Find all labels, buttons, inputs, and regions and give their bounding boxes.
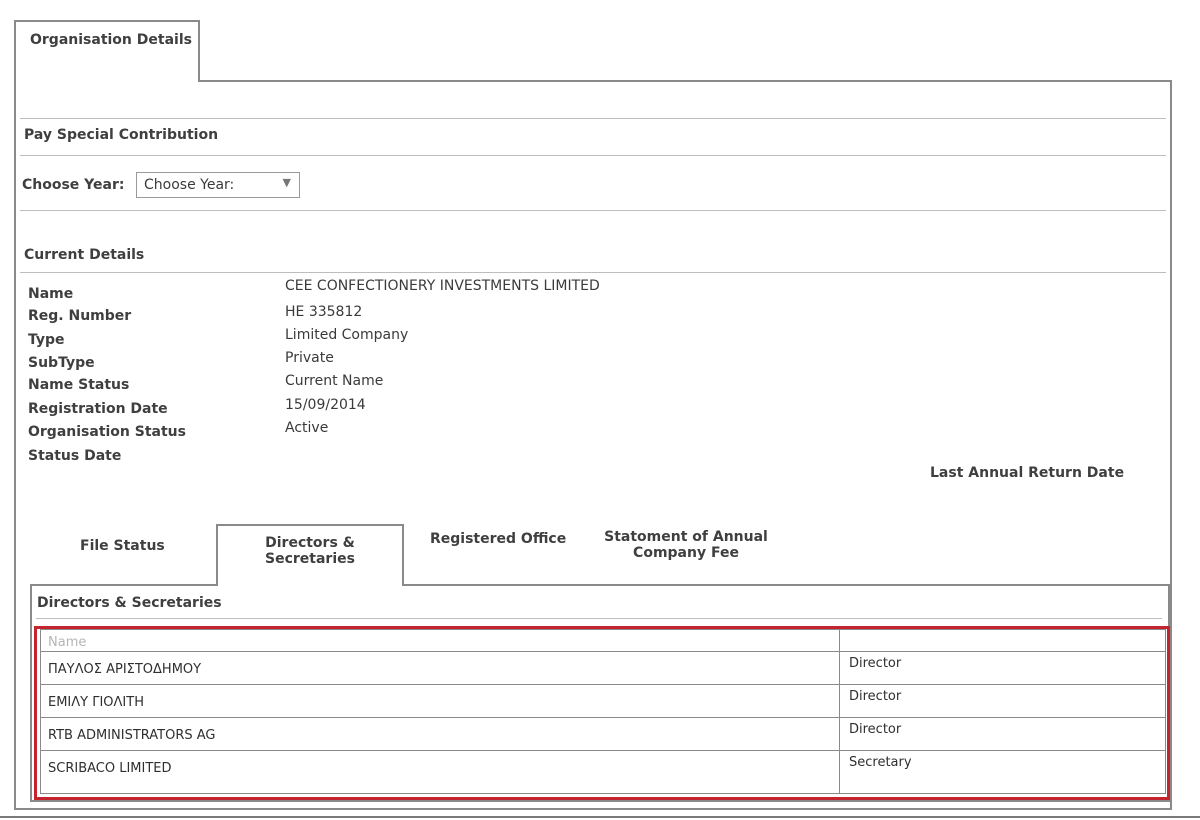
director-role: Director (849, 656, 902, 671)
director-name: RTB ADMINISTRATORS AG (48, 728, 216, 743)
field-value-reg-number: HE 335812 (285, 304, 363, 320)
director-role: Director (849, 722, 902, 737)
director-role: Secretary (849, 755, 912, 770)
tab-directors-secretaries[interactable] (216, 524, 404, 586)
field-value-subtype: Private (285, 350, 334, 366)
page-bottom-line (0, 816, 1200, 818)
field-label-status-date: Status Date (28, 448, 122, 464)
field-label-subtype: SubType (28, 355, 95, 371)
field-value-registration-date: 15/09/2014 (285, 397, 366, 413)
field-label-reg-number: Reg. Number (28, 308, 132, 324)
director-role: Director (849, 689, 902, 704)
last-annual-return-date-label: Last Annual Return Date (930, 465, 1125, 481)
tab-organisation-details-label: Organisation Details (30, 32, 192, 48)
divider (20, 118, 1166, 119)
current-details-title: Current Details (24, 247, 145, 263)
tab-registered-office[interactable]: Registered Office (430, 531, 567, 547)
choose-year-select-value: Choose Year: (144, 177, 235, 193)
field-label-registration-date: Registration Date (28, 401, 168, 417)
choose-year-label: Choose Year: (22, 177, 125, 193)
chevron-down-icon: ▼ (282, 176, 291, 189)
director-name: SCRIBACO LIMITED (48, 761, 172, 776)
directors-secretaries-title: Directors & Secretaries (37, 595, 222, 611)
tab-statement-label-line1: Statoment of Annual (604, 529, 768, 545)
divider (20, 272, 1166, 273)
tab-statement-annual-company-fee[interactable] (598, 529, 774, 561)
director-name: ΠΑΥΛΟΣ ΑΡΙΣΤΟΔΗΜΟΥ (48, 662, 202, 677)
field-label-name: Name (28, 286, 74, 302)
field-value-organisation-status: Active (285, 420, 329, 436)
director-name: ΕΜΙΛΥ ΓΙΟΛΙΤΗ (48, 695, 144, 710)
divider (20, 155, 1166, 156)
column-header-name: Name (48, 635, 87, 650)
choose-year-select[interactable] (136, 172, 300, 198)
tab-statement-label-line2: Company Fee (633, 545, 739, 561)
field-label-name-status: Name Status (28, 377, 130, 393)
divider (36, 618, 1162, 619)
divider (20, 210, 1166, 211)
field-value-name-status: Current Name (285, 373, 384, 389)
highlight-box (34, 626, 1170, 800)
field-label-type: Type (28, 332, 65, 348)
tab-organisation-details[interactable] (14, 20, 200, 82)
tab-file-status[interactable]: File Status (80, 538, 165, 554)
field-value-name: CEE CONFECTIONERY INVESTMENTS LIMITED (285, 278, 600, 294)
field-value-type: Limited Company (285, 327, 409, 343)
field-label-organisation-status: Organisation Status (28, 424, 186, 440)
tab-directors-secretaries-label: Directors & Secretaries (265, 535, 355, 567)
pay-special-contribution-title: Pay Special Contribution (24, 127, 219, 143)
